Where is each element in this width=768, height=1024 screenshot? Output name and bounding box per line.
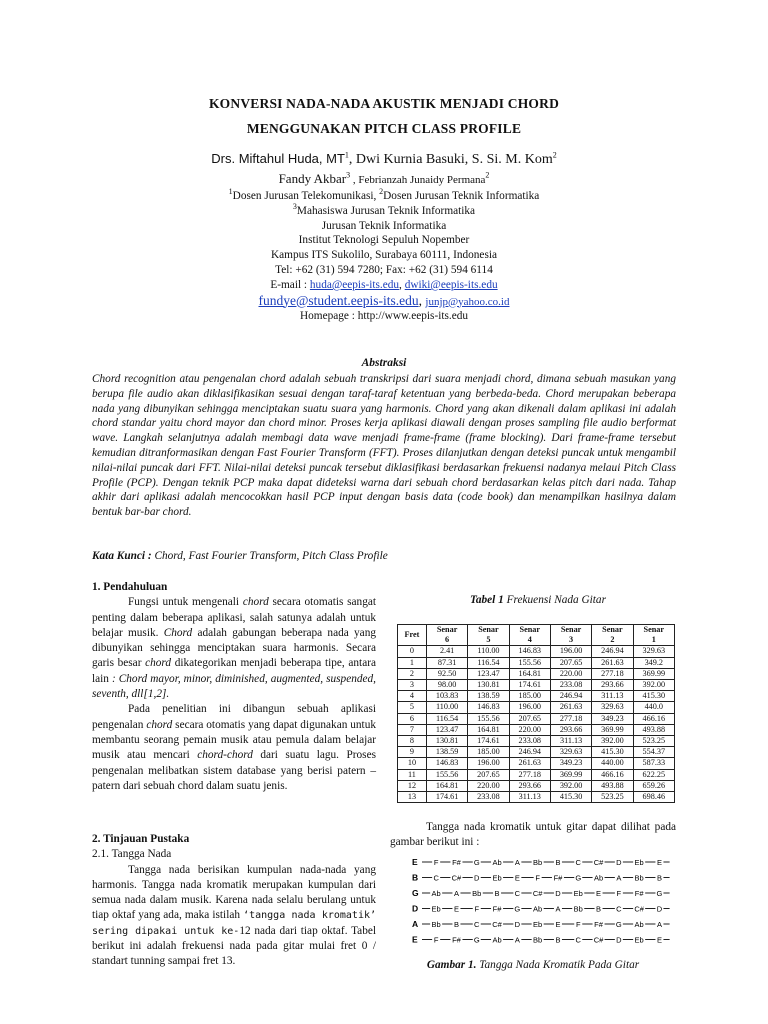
table-cell: 10 [398,758,427,769]
s1p1-c: adalah gabungan beberapa nada yang dibunyikan sehingga menciptakan suara harmonis. Secara garis besar [92,626,376,670]
table-cell: 5 [398,702,427,713]
aff2-text: Dosen Jurusan Teknik Informatika [383,190,540,202]
section-2-paragraph-1 [92,863,376,970]
fretboard-note-label: B [656,873,662,883]
table-cell: 415.30 [633,691,674,702]
table-cell: 185.00 [468,747,509,758]
table-cell: 123.47 [468,668,509,679]
aff-line2 [0,204,768,219]
table-cell: 220.00 [509,724,550,735]
fretboard-note-label: Ab [492,858,502,867]
table-cell: 523.25 [592,792,633,803]
table-cell: 233.08 [468,792,509,803]
table-cell: 493.88 [592,780,633,791]
table-cell: 392.00 [633,680,674,691]
author-4-sup: 2 [485,170,490,180]
table-cell: 3 [398,680,427,691]
fretboard-note-label: D [514,920,521,929]
s2p1-mono: ‘tangga nada kromatik’ sering dipakai untuk ke- [92,910,377,937]
fretboard-note-label: Ab [431,889,441,898]
section-2-heading: 2. Tinjauan Pustaka [92,833,190,845]
section-1-heading: 1. Pendahuluan [92,581,168,593]
table-cell: 174.61 [468,736,509,747]
section-1 [92,580,376,794]
table-cell: 369.99 [550,769,591,780]
table-cell: 293.66 [592,680,633,691]
email-link-fundye[interactable]: fundye@student.eepis-its.edu [258,292,419,308]
table-cell: 155.56 [426,769,467,780]
table-row [398,769,675,780]
fretboard-note-label: F [474,904,480,914]
table-header-cell: Fret [398,625,427,646]
table-cell: 155.56 [468,713,509,724]
fretboard-note-label: E [656,858,662,867]
fretboard-note-label: Ab [533,904,543,914]
fretboard-note-label: F [616,889,622,898]
table-cell: 98.00 [426,680,467,691]
table-row [398,736,675,747]
table-cell: 174.61 [509,680,550,691]
s1p2-chord2: chord-chord [197,749,253,762]
fretboard-note-label: D [555,889,561,898]
fretboard-note-label: G [656,889,663,898]
author-1: Drs. Miftahul Huda, MT [211,151,345,166]
fretboard-note-label: D [616,858,622,867]
fretboard-note-label: F [433,858,439,867]
table-row [398,702,675,713]
authors-line2 [0,171,768,187]
table-cell: 261.63 [592,657,633,668]
figure-1-caption-label: Gambar 1. [426,959,477,971]
table-cell: 87.31 [426,657,467,668]
table-cell: 329.63 [633,646,674,657]
s1p2-c: dari suatu lagu. Proses pengenalan melibatkan sistem database yang berisi patern – patern dari sebuah chord dalam suatu jenis. [92,749,376,792]
table-cell: 2.41 [426,646,467,657]
fretboard-note-label: G [514,904,521,914]
table-cell: 138.59 [426,747,467,758]
email-sep: , [399,278,405,291]
table-cell: 246.94 [592,646,633,657]
table-cell: 1 [398,657,427,668]
fretboard-open-string-label: E [412,857,418,867]
fretboard-note-label: Bb [472,889,482,898]
section-1-paragraph-2 [92,702,376,794]
figure-intro-text [390,820,676,851]
fretboard-note-label: F [433,935,439,945]
table-cell: 146.83 [468,702,509,713]
table-cell: 185.00 [509,691,550,702]
table-cell: 246.94 [550,691,591,702]
fretboard-open-string-label: D [412,903,419,914]
table-cell: 11 [398,769,427,780]
fretboard-note-label: C# [532,889,543,898]
fretboard-note-label: A [514,858,520,867]
fretboard-note-label: C# [492,920,502,929]
frequency-table [397,624,675,803]
table-cell: 110.00 [468,646,509,657]
author-3: Fandy Akbar [278,171,347,186]
table-cell: 246.94 [509,747,550,758]
table-row [398,680,675,691]
aff-emails [0,278,768,293]
table-1-caption-label: Tabel 1 [470,594,504,606]
author-4: , Febrianzah Junaidy Permana [350,174,486,186]
table-cell: 207.65 [509,713,550,724]
author-2-sup: 2 [552,150,557,160]
table-cell: 110.00 [426,702,467,713]
aff1-sup: 1 [228,187,233,197]
fretboard-note-label: Eb [492,873,502,883]
table-cell: 622.25 [633,769,674,780]
fretboard-note-label: E [555,920,561,929]
table-cell: 220.00 [468,780,509,791]
table-cell: 220.00 [550,668,591,679]
s1p1-d: dikategorikan menjadi beberapa tipe, antara lain [92,657,376,685]
fretboard-note-label: G [473,935,480,945]
table-cell: 329.63 [592,702,633,713]
keywords-label: Kata Kunci : [92,550,152,562]
fretboard-note-label: Eb [634,935,644,945]
table-cell: 138.59 [468,691,509,702]
table-cell: 311.13 [550,736,591,747]
table-cell: 261.63 [509,758,550,769]
table-cell: 207.65 [468,769,509,780]
aff-dept: Jurusan Teknik Informatika [321,219,447,232]
table-cell: 116.54 [468,657,509,668]
table-cell: 493.88 [633,724,674,735]
fretboard-note-label: F [535,873,540,883]
fretboard-note-label: C# [451,873,462,883]
fretboard-note-label: D [474,873,480,883]
table-cell: 415.30 [592,747,633,758]
table-row [398,780,675,791]
table-cell: 466.16 [633,713,674,724]
email-label: E-mail : [270,278,310,291]
fretboard-note-label: A [555,904,561,914]
table-body [398,646,675,803]
aff-line1 [0,189,768,204]
fretboard-note-label: Eb [573,889,583,898]
table-cell: 523.25 [633,736,674,747]
author-2: , Dwi Kurnia Basuki, S. Si. M. Kom [348,152,553,167]
homepage: Homepage : http://www.eepis-its.edu [299,310,469,323]
table-cell: 440.0 [633,702,674,713]
fretboard-note-label: C [616,904,622,914]
table-row [398,747,675,758]
fretboard-note-label: C [575,858,581,867]
table-cell: 0 [398,646,427,657]
table-cell: 92.50 [426,668,467,679]
table-cell: 174.61 [426,792,467,803]
table-cell: 369.99 [592,724,633,735]
table-cell: 587.33 [633,758,674,769]
email-link-junjp[interactable]: junjp@yahoo.co.id [425,295,510,308]
table-cell: 13 [398,792,427,803]
fretboard-note-label: A [616,873,622,883]
fretboard-note-label: C [474,920,480,929]
fretboard-note-label: E [596,889,602,898]
fretboard-note-label: G [473,858,480,867]
aff3-text: Mahasiswa Jurusan Teknik Informatika [296,204,476,217]
s1p1-chord2: Chord [163,626,193,639]
s1p2-chord1: chord [146,718,173,731]
fretboard-figure [410,856,680,950]
fretboard-note-label: B [494,889,500,898]
fretboard-note-label: G [575,873,582,883]
section-2 [92,832,376,970]
table-cell: 466.16 [592,769,633,780]
fretboard-note-label: C [514,889,521,898]
fretboard-note-label: Eb [634,858,644,867]
fretboard-note-label: A [453,889,459,898]
table-cell: 146.83 [426,758,467,769]
table-cell: 277.18 [509,769,550,780]
table-cell: 233.08 [550,680,591,691]
figure-intro-paragraph: Tangga nada kromatik untuk gitar dapat dilihat pada gambar berikut ini : [390,821,676,849]
fretboard-note-label: D [616,935,622,945]
table-cell: 196.00 [550,646,591,657]
table-header-cell: Senar 6 [426,625,467,646]
abstract-heading: Abstraksi [361,357,407,369]
table-cell: 349.23 [592,713,633,724]
keywords [92,550,676,562]
table-cell: 415.30 [550,792,591,803]
fretboard-note-label: F# [452,935,461,945]
author-1-sup: 1 [344,150,349,160]
fretboard-note-label: E [514,873,520,883]
fretboard-note-label: Eb [533,920,543,929]
aff2-sup: 2 [379,187,384,197]
fretboard-note-label: A [514,935,520,945]
table-cell: 440.00 [592,758,633,769]
table-cell: 130.81 [426,736,467,747]
table-row [398,724,675,735]
fretboard-note-label: Eb [431,904,441,914]
table-cell: 277.18 [592,668,633,679]
fretboard-open-string-label: E [412,934,418,945]
abstract-body: Chord recognition atau pengenalan chord adalah sebuah transkripsi dari suara menjadi chord, dimana sebuah masukan yang berupa file audio akan diklasifikasikan sesuai dengan taraf-taraf ketentuan yang berbeda-beda. Chord merupakan beberapa nada yang dibunyikan sehingga menciptakan suatu suara yang harmonis. Chord yang akan dikenali dalam aplikasi ini adalah chord standar yaitu chord mayor dan chord minor. Proses kerja aplikasi diawali dengan proses sampling file audio berformat wave. Langkah selanjutnya adalah membagi data wave menjadi frame-frame (frame blocking). Dari frame-frame tersebut kemudian ditranformasikan dengan Fast Fourier Transform (FFT). Proses dilanjutkan dengan deteksi puncak untuk mengambil nilai-nilai puncak dari FFT. Nilai-nilai deteksi puncak tersebut diklasifikasi berdasarkan frekuensi nadanya melaui Pitch Class Profile (PCP). Dengan teknik PCP maka dapat dideteksi warna dari sebuah chord berdasarkan kelas pitch dari nada. Tahap akhir dari aplikasi adalah mencocokkan hasil PCP input dengan basis data (code book) dan menampilkan hasilnya dalam bentuk bar-bar chord. [92,373,676,519]
table-row [398,758,675,769]
table-row [398,713,675,724]
aff3-sup: 3 [292,202,297,212]
table-cell: 116.54 [426,713,467,724]
table-cell: 146.83 [509,646,550,657]
table-cell: 4 [398,691,427,702]
s2p1-b: nada dari tiap oktaf. Tabel berikut ini adalah frekuensi nada pada gitar mulai fret 0 / standart tunning sampai fret 13. [92,924,376,968]
fretboard-note-label: Bb [533,858,543,867]
table-cell: 123.47 [426,724,467,735]
table-cell: 164.81 [468,724,509,735]
fretboard-note-label: E [453,904,459,914]
paper-title-line1: KONVERSI NADA-NADA AKUSTIK MENJADI CHORD [208,96,560,111]
fretboard-note-label: E [656,935,662,945]
table-cell: 8 [398,736,427,747]
table-cell: 277.18 [550,713,591,724]
table-header-row [398,625,675,646]
table-1-caption [400,594,676,606]
table-cell: 130.81 [468,680,509,691]
table-cell: 349.23 [550,758,591,769]
fretboard-note-label: C# [634,904,644,914]
fretboard-note-label: F# [594,920,603,929]
fretboard-note-label: F# [492,904,502,914]
s1p2-a: Pada penelitian ini dibangun sebuah aplikasi pengenalan [92,703,376,731]
aff-phone: Tel: +62 (31) 594 7280; Fax: +62 (31) 594 6114 [275,263,493,276]
fretboard-note-label: Ab [593,873,604,883]
fretboard-note-label: B [555,935,561,945]
fretboard-note-label: F [575,920,581,929]
table-cell: 164.81 [509,668,550,679]
fretboard-note-label: C [433,873,439,883]
authors-line1 [0,151,768,168]
fretboard-open-string-label: G [412,888,419,898]
table-cell: 554.37 [633,747,674,758]
fretboard-note-label: F# [553,873,563,883]
figure-1-caption-text: Tangga Nada Kromatik Pada Gitar [476,959,640,971]
fretboard-open-string-label: A [412,919,419,929]
fretboard-note-label: A [656,920,662,929]
table-cell: 293.66 [509,780,550,791]
s1p1-chord1: chord [242,596,269,609]
table-cell: 329.63 [550,747,591,758]
table-row [398,792,675,803]
email-link-huda[interactable]: huda@eepis-its.edu [309,278,400,291]
table-row [398,646,675,657]
table-cell: 155.56 [509,657,550,668]
table-cell: 233.08 [509,736,550,747]
table-header-cell: Senar 5 [468,625,509,646]
table-cell: 207.65 [550,657,591,668]
aff-institution: Institut Teknologi Sepuluh Nopember [298,234,470,247]
table-header-cell: Senar 1 [633,625,674,646]
s2p1-a: Tangga nada berisikan kumpulan nada-nada yang harmonis. Tangga nada kromatik merupakan kumpulan dari semua nada dalam musik. Karena nada selalu berulang untuk tiap oktaf yang ada, maka istilah [92,863,376,922]
fretboard-note-label: Bb [533,935,543,945]
fretboard-note-label: Ab [492,935,502,945]
section-2-subheading: 2.1. Tangga Nada [92,848,172,861]
affiliations [0,189,768,324]
s1p1-a: Fungsi untuk mengenali [128,596,243,609]
aff-address: Kampus ITS Sukolilo, Surabaya 60111, Indonesia [270,249,497,262]
table-cell: 392.00 [592,736,633,747]
aff1-text: Dosen Jurusan Telekomunikasi, [232,190,380,202]
paper-title-line2: MENGGUNAKAN PITCH CLASS PROFILE [246,121,522,136]
fretboard-open-string-label: B [412,872,419,883]
table-cell: 12 [398,780,427,791]
figure-1-caption [390,959,676,971]
table-1-caption-text: Frekuensi Nada Gitar [503,594,606,606]
s1p1-chord3: chord [145,657,172,670]
table-row [398,691,675,702]
author-3-sup: 3 [346,170,351,180]
fretboard-note-label: Bb [634,873,644,883]
table-cell: 196.00 [468,758,509,769]
fretboard-note-label: C [575,935,581,945]
table-cell: 311.13 [509,792,550,803]
table-cell: 2 [398,668,427,679]
table-cell: 164.81 [426,780,467,791]
s1p1-b: secara otomatis sangat penting dalam beberapa aplikasi, salah satunya adalah untuk belajar musik. [92,596,376,639]
fretboard-note-label: Ab [634,920,644,929]
fretboard-note-label: B [555,858,561,867]
keywords-value: Chord, Fast Fourier Transform, Pitch Class Profile [151,550,388,562]
table-header-cell: Senar 3 [550,625,591,646]
s1p2-b: secara otomatis yang dapat digunakan untuk membantu seorang pemain musik atau pemula dalam belajar musik atau mencari [92,718,376,762]
table-cell: 6 [398,713,427,724]
table-cell: 7 [398,724,427,735]
email-sep-2: , [418,292,426,308]
table-cell: 698.46 [633,792,674,803]
table-cell: 9 [398,747,427,758]
fretboard-note-label: D [656,904,663,914]
s2p1-num: 12 [239,924,251,937]
s1p1-types: : Chord mayor, minor, diminished, augmented, suspended, seventh, dll[1,2]. [92,672,376,701]
fretboard-note-label: Bb [431,920,441,929]
fretboard-note-label: Bb [573,904,583,914]
table-cell: 103.83 [426,691,467,702]
table-cell: 311.13 [592,691,633,702]
table-header-cell: Senar 4 [509,625,550,646]
fretboard-note-label: F# [634,889,644,898]
fretboard-note-label: F# [452,858,461,867]
fretboard-note-label: C# [593,935,604,945]
table-row [398,657,675,668]
table-cell: 261.63 [550,702,591,713]
fretboard-note-label: B [596,904,602,914]
table-cell: 369.99 [633,668,674,679]
table-header-cell: Senar 2 [592,625,633,646]
fretboard-note-label: C# [593,858,604,867]
aff-emails-2 [0,294,768,310]
table-cell: 196.00 [509,702,550,713]
section-1-paragraph-1 [92,595,376,702]
table-cell: 293.66 [550,724,591,735]
email-link-dwiki[interactable]: dwiki@eepis-its.edu [404,278,498,291]
table-row [398,668,675,679]
table-cell: 349.2 [633,657,674,668]
table-cell: 392.00 [550,780,591,791]
fretboard-note-label: B [453,920,459,929]
table-cell: 659.26 [633,780,674,791]
fretboard-note-label: G [615,920,622,929]
